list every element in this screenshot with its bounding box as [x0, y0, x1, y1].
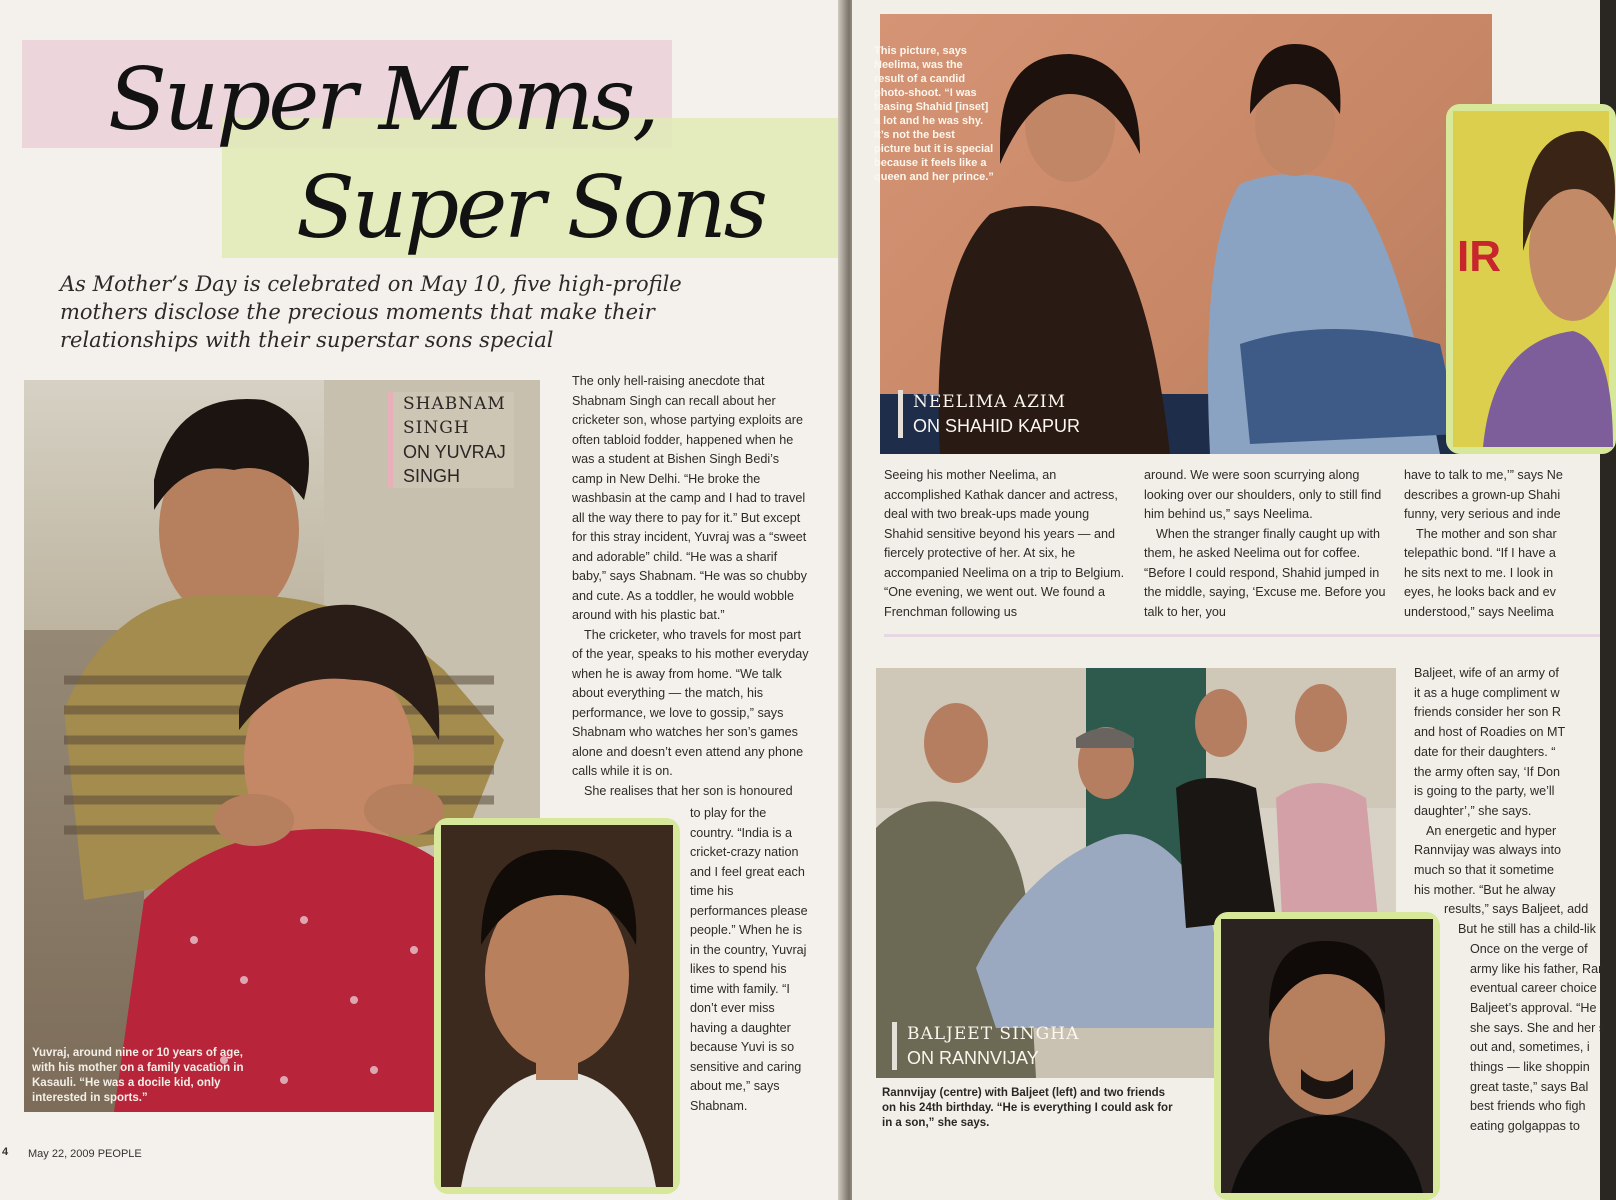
body-baljeet-line-1: Baljeet, wife of an army of	[1414, 666, 1559, 680]
body-baljeet-column	[1414, 664, 1614, 1137]
body-baljeet-line-15: Once on the verge of	[1470, 941, 1588, 956]
body-baljeet-line-5: date for their daughters. “	[1414, 744, 1556, 759]
right-page	[852, 0, 1606, 1200]
headline-line-2: Super Sons	[296, 158, 765, 258]
body-baljeet-line-11: much so that it sometime	[1414, 863, 1554, 878]
body-neelima-col3-line-5: telepathic bond. “If I have a	[1404, 546, 1556, 560]
body-baljeet-line-21: things — like shoppin	[1470, 1060, 1590, 1075]
body-neelima-col-3	[1404, 466, 1604, 622]
label-neelima-line2: ON SHAHID KAPUR	[913, 416, 1081, 436]
section-divider	[884, 634, 1600, 637]
body-baljeet-line-13: results,” says Baljeet, add	[1444, 902, 1589, 917]
body-baljeet-line-17: eventual career choice	[1470, 981, 1597, 996]
body-neelima-col3-line-3: funny, very serious and inde	[1404, 507, 1561, 521]
body-baljeet-line-7: is going to the party, we’ll	[1414, 784, 1555, 799]
headline-line-1: Super Moms,	[108, 50, 657, 150]
label-baljeet-line1: BALJEET SINGHA	[907, 1024, 1080, 1044]
body-baljeet-line-10: Rannvijay was always into	[1414, 843, 1561, 858]
body-baljeet-line-2: it as a huge compliment w	[1414, 685, 1560, 700]
caption-yuvraj-photo: Yuvraj, around nine or 10 years of age, with his mother on a family vacation in Kasauli. “He was a docile kid, only interested in sports.”	[32, 1047, 244, 1104]
folio-page-number: 4	[2, 1146, 9, 1158]
body-column-1	[572, 372, 810, 801]
body-column-2: to play for the country. “India is a cricket-crazy nation and I feel great each time his performances please people.” When he is in the country, Yuvraj likes to spend his time with family. “I don’t ever miss having a daughter because Yuvi is so sensitive and caring about me,” says Shabnam.	[690, 806, 808, 1113]
body-baljeet-line-22: great taste,” says Bal	[1470, 1079, 1589, 1094]
body-baljeet-line-23: best friends who figh	[1470, 1099, 1586, 1114]
body-col1-para-1: The only hell-raising anecdote that Shabnam Singh can recall about her cricketer son, whose partying exploits are often tabloid fodder, happened when he was a student at Bishen Singh Bedi’s camp in New Delhi. “He broke the washbasin at the camp and I had to travel all the way there to pay for it.” But except for this stray incident, Yuvraj was a “sweet and adorable” child. “He was a sharif baby,” says Shabnam. “He was so chubby and cute. As a toddler, he would wobble around with his plastic bat.”	[572, 374, 807, 622]
body-neelima-col3-line-8: understood,” says Neelima	[1404, 604, 1554, 619]
inset-shahid-portrait	[1446, 104, 1616, 454]
inset-yuvraj-portrait	[434, 818, 680, 1194]
body-baljeet-line-24: eating golgappas to	[1470, 1119, 1580, 1134]
label-shabnam-singh	[388, 392, 514, 488]
body-baljeet-line-18: Baljeet’s approval. “He	[1470, 1000, 1597, 1015]
body-baljeet-line-8: daughter’,” she says.	[1414, 803, 1532, 818]
body-neelima-col3-line-2: describes a grown-up Shahi	[1404, 487, 1561, 502]
label-baljeet-singha	[892, 1022, 1079, 1070]
body-neelima-col-2	[1144, 466, 1386, 622]
inset-rannvijay-portrait	[1214, 912, 1440, 1200]
label-shabnam-line1: SHABNAM	[403, 394, 506, 414]
body-baljeet-line-4: and host of Roadies on MT	[1414, 725, 1566, 740]
body-neelima-col-1: Seeing his mother Neelima, an accomplished Kathak dancer and actress, deal with two break-ups made young Shahid sensitive beyond his years — and fiercely protective of her. At six, he accompanied Neelima on a trip to Belgium. “One evening, we went out. We found a Frenchman following us	[884, 468, 1125, 619]
label-shabnam-line3: ON YUVRAJ	[403, 442, 506, 462]
body-baljeet-line-6: the army often say, ‘If Don	[1414, 764, 1561, 779]
caption-rannvijay-photo: Rannvijay (centre) with Baljeet (left) and two friends on his 24th birthday. “He is everything I could ask for in a son,” she says.	[882, 1087, 1173, 1129]
inset-yuvraj-illustration	[441, 825, 673, 1187]
label-baljeet-line2: ON RANNVIJAY	[907, 1048, 1039, 1068]
label-neelima-azim	[898, 390, 1080, 438]
body-neelima-col3-line-6: he sits next to me. I look in	[1404, 565, 1554, 580]
body-neelima-col3-line-4: The mother and son shar	[1416, 526, 1557, 541]
body-baljeet-line-20: out and, sometimes, i	[1470, 1040, 1590, 1055]
body-baljeet-line-19: she says. She and her s	[1470, 1020, 1606, 1035]
inset-shahid-illustration	[1453, 111, 1609, 447]
svg-text:IR: IR	[1457, 232, 1501, 281]
body-baljeet-line-14: But he still has a child-lik	[1458, 922, 1596, 937]
label-shabnam-line2: SINGH	[403, 418, 470, 438]
caption-neelima-photo: This picture, says Neelima, was the result of a candid photo-shoot. “I was teasing Shahid [inset] a lot and he was shy. It’s not the best picture but it is special because it feels like a queen and her prince.”	[874, 45, 994, 183]
body-col1-para-3: She realises that her son is honoured	[584, 783, 793, 798]
body-baljeet-line-16: army like his father, Ran	[1470, 961, 1606, 976]
body-neelima-col2-para-1: around. We were soon scurrying along looking over our shoulders, only to still find him behind us,” says Neelima.	[1144, 468, 1382, 521]
body-neelima-col3-line-7: eyes, he looks back and ev	[1404, 585, 1556, 599]
inset-rannvijay-illustration	[1221, 919, 1433, 1193]
body-baljeet-line-3: friends consider her son R	[1414, 705, 1561, 720]
body-neelima-col2-para-2: When the stranger finally caught up with them, he asked Neelima out for coffee. “Before I could respond, Shahid jumped in the middle, saying, ‘Excuse me. Before you talk to her, you	[1144, 526, 1386, 619]
label-shabnam-line4: SINGH	[403, 466, 461, 486]
body-neelima-col3-line-1: have to talk to me,’” says Ne	[1404, 468, 1563, 482]
deck-subheading: As Mother’s Day is celebrated on May 10, five high-profile mothers disclose the precious moments that make their relationships with their superstar sons special	[60, 272, 682, 352]
body-baljeet-line-12: his mother. “But he alway	[1414, 882, 1556, 897]
body-col1-para-2: The cricketer, who travels for most part of the year, speaks to his mother everyday when he is away from home. “We talk about everything — the match, his performance, we love to gossip,” says Shabnam who watches her son’s games alone and doesn’t even attend any phone calls while it is on.	[572, 627, 809, 778]
body-baljeet-line-9: An energetic and hyper	[1426, 823, 1557, 838]
label-neelima-line1: NEELIMA AZIM	[913, 392, 1066, 412]
folio-date-magazine: May 22, 2009 PEOPLE	[28, 1148, 142, 1160]
